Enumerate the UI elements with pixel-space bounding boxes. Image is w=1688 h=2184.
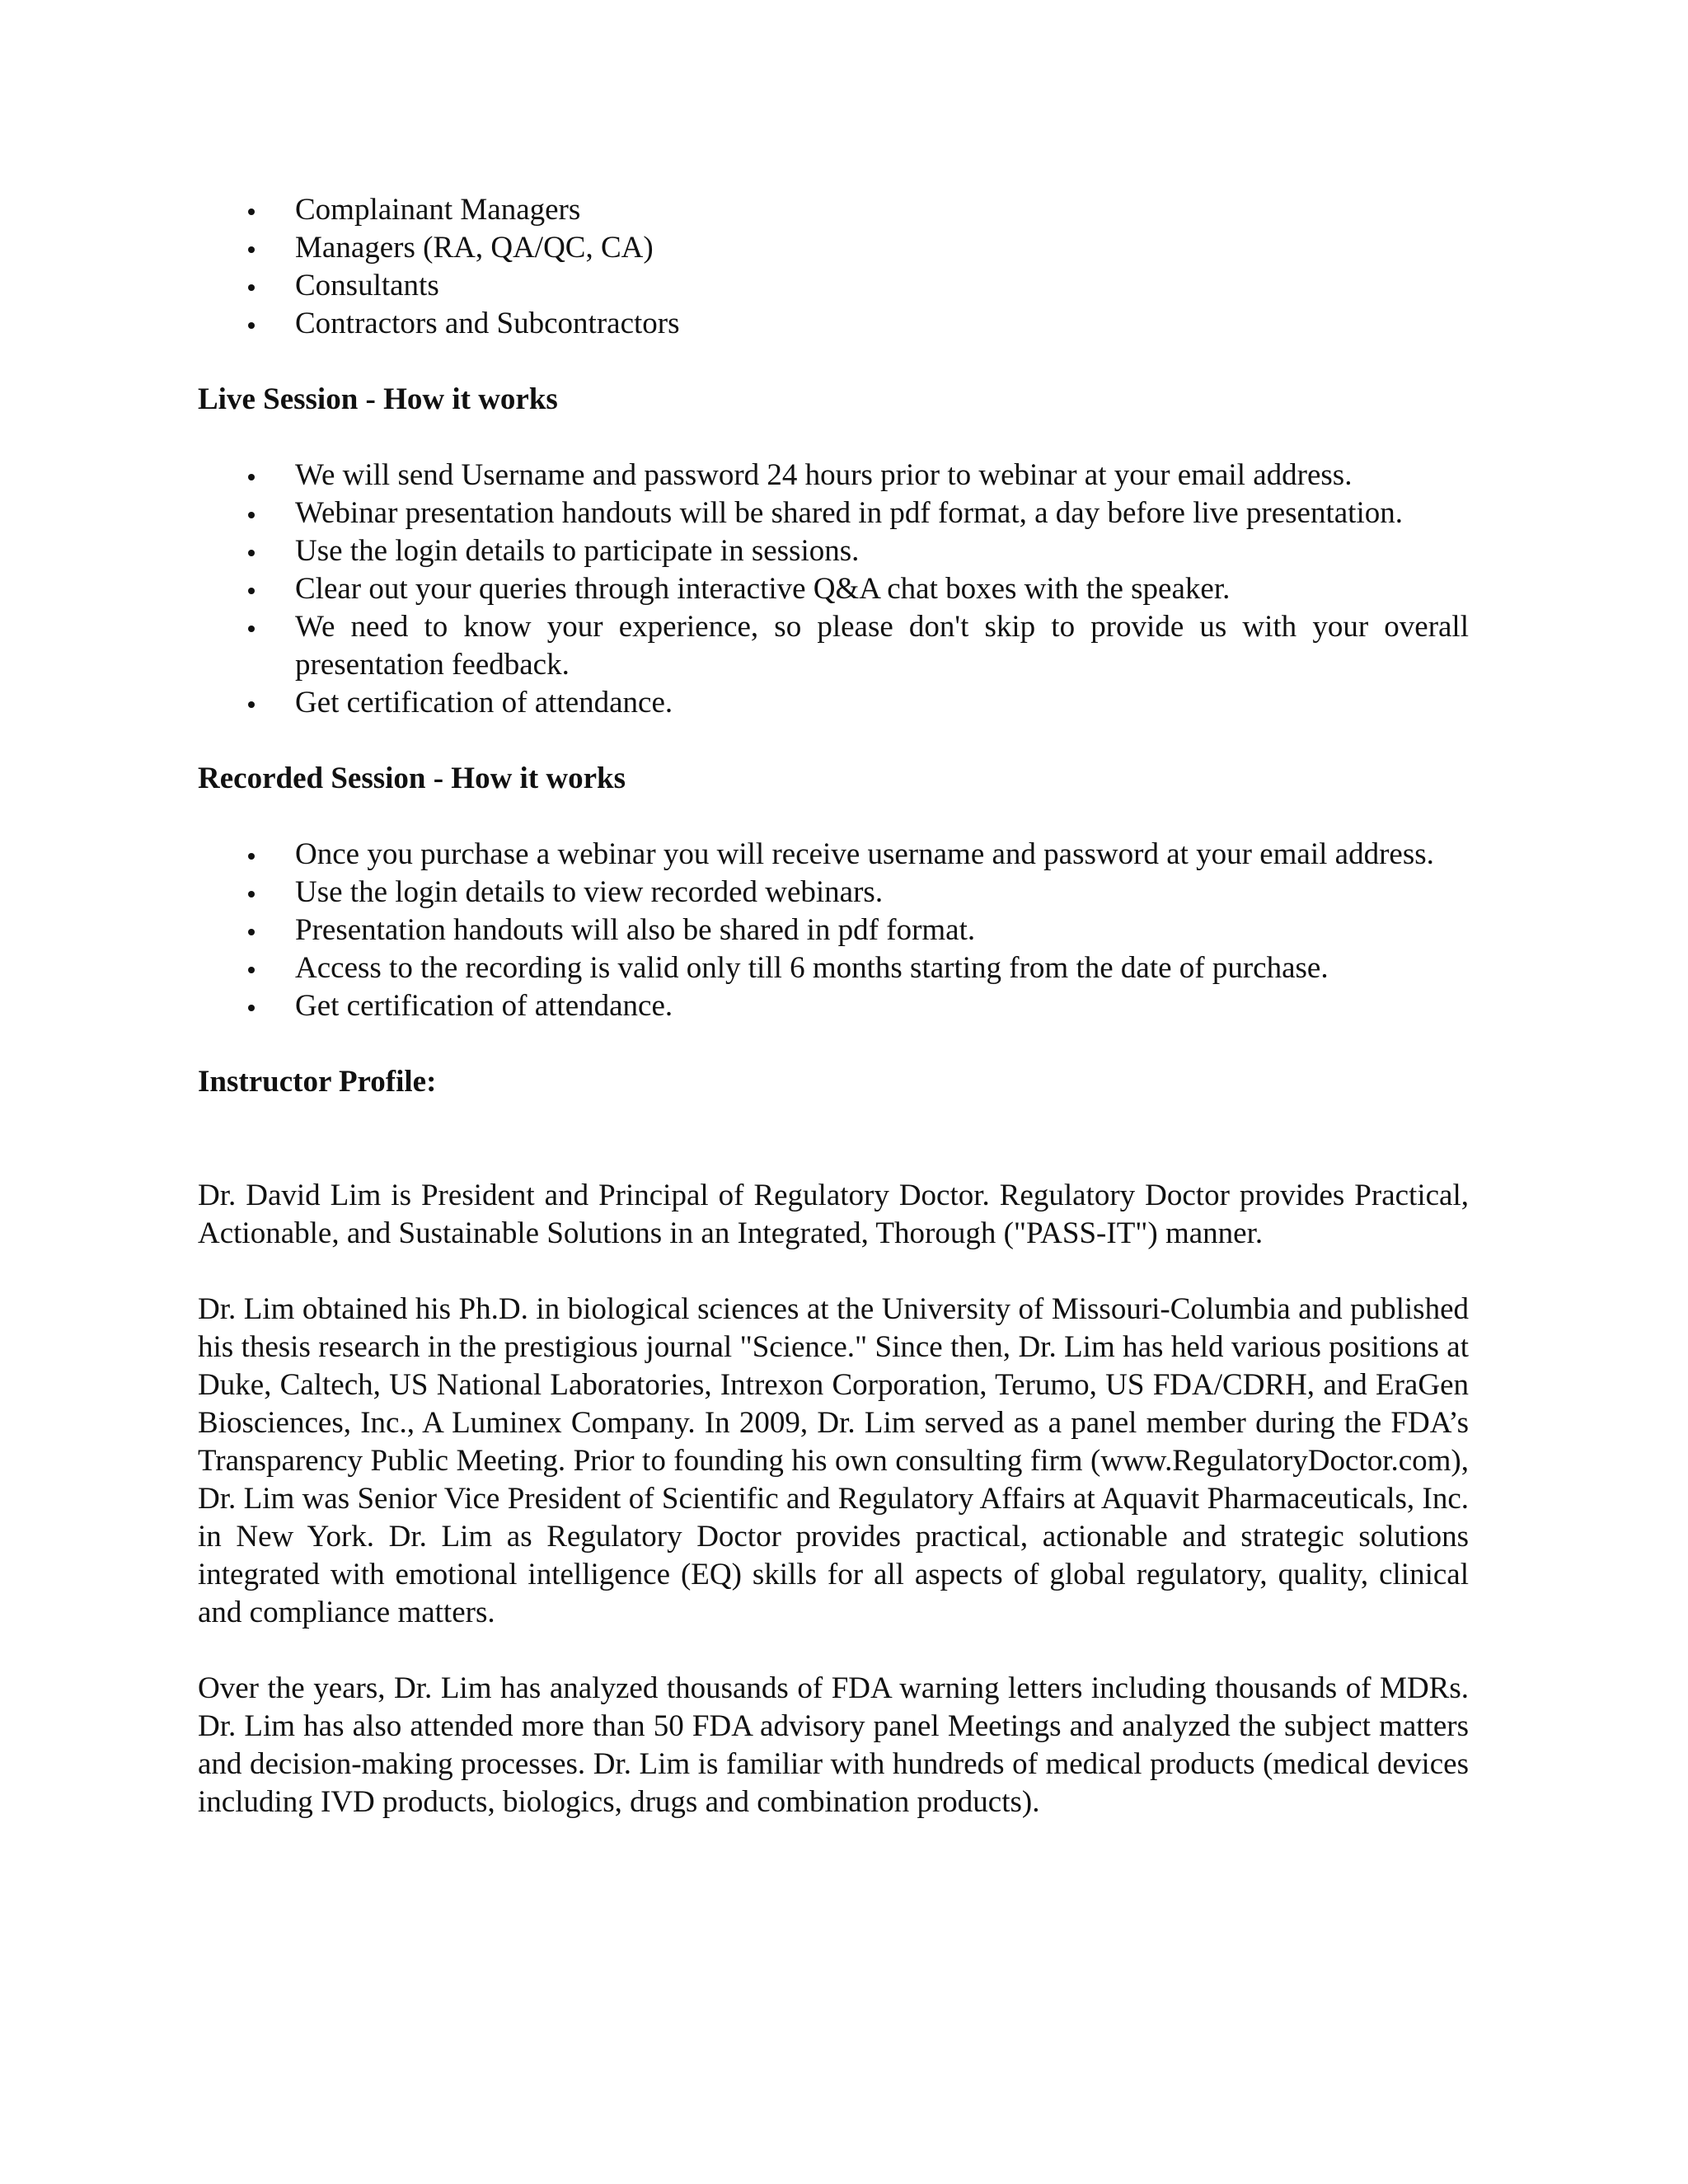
list-item: Clear out your queries through interactive Q&A chat boxes with the speaker. bbox=[198, 570, 1469, 608]
recorded-session-heading: Recorded Session - How it works bbox=[198, 762, 626, 795]
list-item: We need to know your experience, so please don't skip to provide us with your overall presentation feedback. bbox=[198, 608, 1469, 684]
list-item: Consultants bbox=[198, 267, 1469, 305]
list-item: Use the login details to view recorded webinars. bbox=[198, 874, 1469, 912]
bullet-icon bbox=[248, 626, 255, 632]
instructor-profile-heading: Instructor Profile: bbox=[198, 1065, 437, 1099]
bullet-icon bbox=[248, 322, 255, 329]
bullet-icon bbox=[248, 1005, 255, 1011]
list-item: Complainant Managers bbox=[198, 191, 1469, 229]
live-session-heading: Live Session - How it works bbox=[198, 382, 558, 416]
list-item: Once you purchase a webinar you will receive username and password at your email address. bbox=[198, 836, 1469, 874]
bullet-icon bbox=[248, 701, 255, 708]
bullet-icon bbox=[248, 246, 255, 253]
list-item: Contractors and Subcontractors bbox=[198, 305, 1469, 343]
document-page bbox=[198, 191, 1469, 1859]
list-item: Managers (RA, QA/QC, CA) bbox=[198, 229, 1469, 267]
list-item: We will send Username and password 24 hours prior to webinar at your email address. bbox=[198, 457, 1469, 494]
profile-paragraph: Dr. Lim obtained his Ph.D. in biological sciences at the University of Missouri-Columbia and published his thesis research in the prestigious journal "Science." Since then, Dr. Lim has held various positions at Duke, Caltech, US National Laboratories, Intrexon Corporation, Terumo, US FDA/CDRH, and EraGen Biosciences, Inc., A Luminex Company. In 2009, Dr. Lim served as a panel member during the FDA’s Transparency Public Meeting. Prior to founding his own consulting firm (www.RegulatoryDoctor.com), Dr. Lim was Senior Vice President of Scientific and Regulatory Affairs at Aquavit Pharmaceuticals, Inc. in New York. Dr. Lim as Regulatory Doctor provides practical, actionable and strategic solutions integrated with emotional intelligence (EQ) skills for all aspects of global regulatory, quality, clinical and compliance matters. bbox=[198, 1292, 1469, 1629]
bullet-icon bbox=[248, 967, 255, 973]
list-item: Access to the recording is valid only till 6 months starting from the date of purchase. bbox=[198, 949, 1469, 987]
list-item: Get certification of attendance. bbox=[198, 684, 1469, 722]
bullet-icon bbox=[248, 209, 255, 215]
bullet-icon bbox=[248, 284, 255, 291]
bullet-icon bbox=[248, 891, 255, 898]
list-item: Presentation handouts will also be shared in pdf format. bbox=[198, 912, 1469, 949]
profile-paragraph: Over the years, Dr. Lim has analyzed thousands of FDA warning letters including thousands of MDRs. Dr. Lim has also attended more than 50 FDA advisory panel Meetings and analyzed the subject matters and decision-making processes. Dr. Lim is familiar with hundreds of medical products (medical devices including IVD products, biologics, drugs and combination products). bbox=[198, 1671, 1469, 1819]
list-item: Get certification of attendance. bbox=[198, 987, 1469, 1025]
list-item: Webinar presentation handouts will be shared in pdf format, a day before live presentation. bbox=[198, 494, 1469, 532]
profile-paragraph: Dr. David Lim is President and Principal of Regulatory Doctor. Regulatory Doctor provides Practical, Actionable, and Sustainable Solutions in an Integrated, Thorough ("PASS-IT") manner. bbox=[198, 1179, 1469, 1250]
bullet-icon bbox=[248, 929, 255, 935]
bullet-icon bbox=[248, 588, 255, 594]
live-session-list bbox=[198, 457, 1469, 722]
list-item: Use the login details to participate in sessions. bbox=[198, 532, 1469, 570]
bullet-icon bbox=[248, 550, 255, 556]
recorded-session-list bbox=[198, 836, 1469, 1025]
audience-list bbox=[198, 191, 1469, 343]
bullet-icon bbox=[248, 512, 255, 518]
bullet-icon bbox=[248, 853, 255, 860]
bullet-icon bbox=[248, 474, 255, 480]
